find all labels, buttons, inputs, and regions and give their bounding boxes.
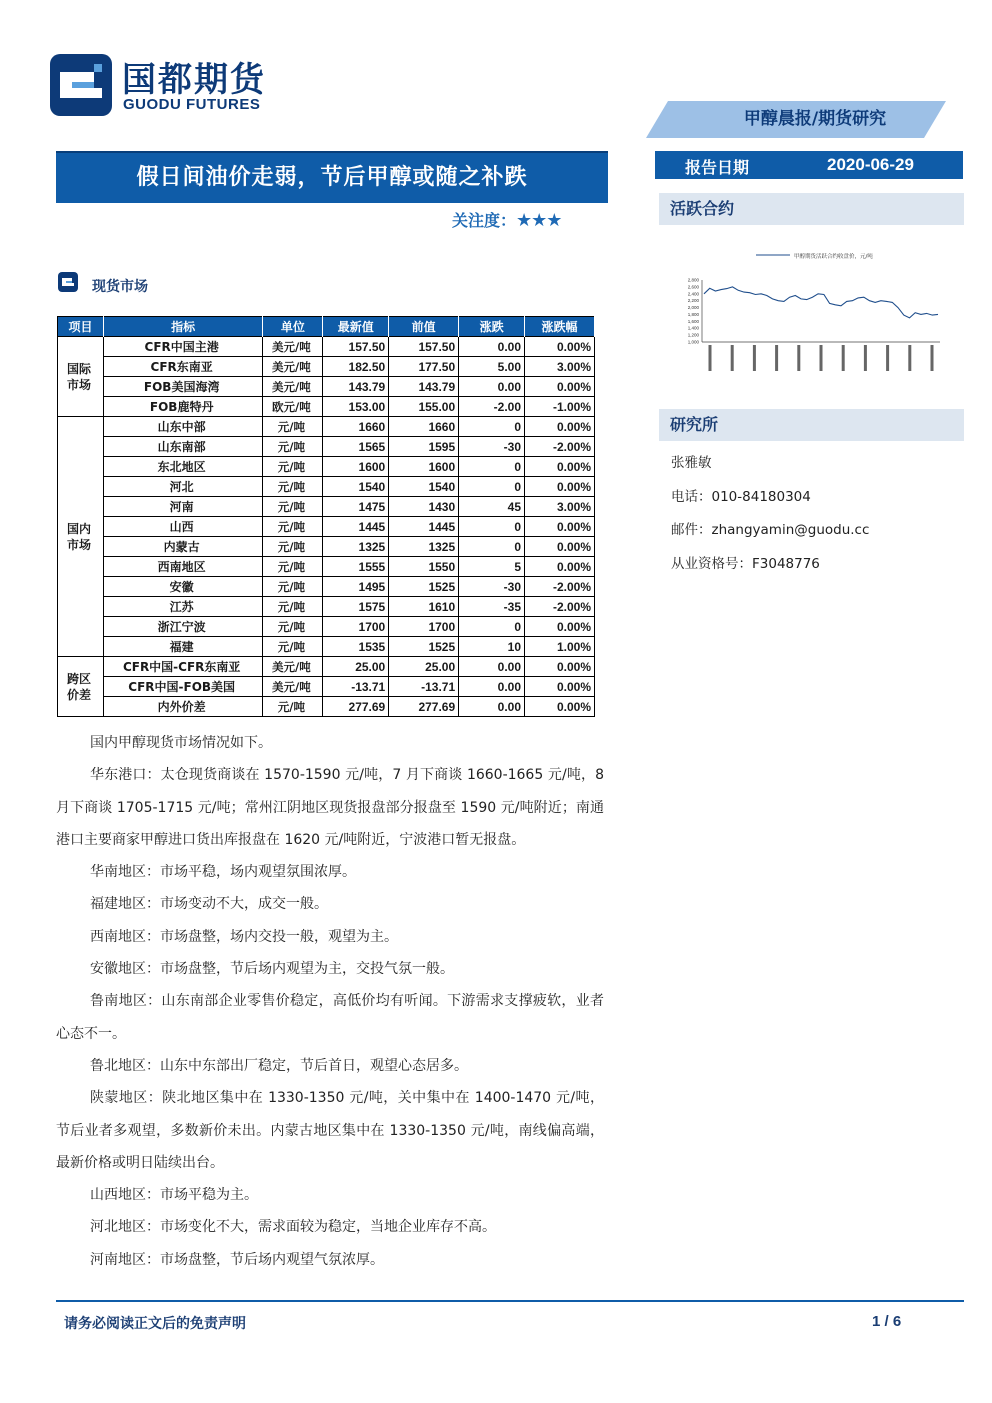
y-tick-label: 2,200 — [687, 298, 699, 304]
cell-latest: 182.50 — [323, 357, 389, 377]
cell-change: 45 — [459, 497, 525, 517]
cell-previous: 1445 — [389, 517, 459, 537]
cell-change-pct: 0.00% — [525, 697, 595, 717]
cell-indicator: 内蒙古 — [103, 537, 263, 557]
y-tick-label: 2,000 — [687, 305, 699, 311]
cell-unit: 元/吨 — [263, 477, 323, 497]
cell-change-pct: 0.00% — [525, 677, 595, 697]
paragraph: 华东港口：太仓现货商谈在 1570-1590 元/吨，7 月下商谈 1660-1665 元/吨，8 月下商谈 1705-1715 元/吨；常州江阴地区现货报盘部分报盘至 1590 元/吨附近；南通港口主要商家甲醇进口货出库报盘在 1620 元/吨附近，宁波港口暂无报盘。 — [56, 767, 604, 848]
x-tick-mark — [908, 345, 911, 371]
cell-latest: 1565 — [323, 437, 389, 457]
cell-indicator: 内外价差 — [103, 697, 263, 717]
cell-change-pct: 0.00% — [525, 617, 595, 637]
section-title: 现货市场 — [92, 279, 148, 295]
y-tick-label: 1,000 — [687, 339, 699, 345]
group-label-line1: 国际 — [66, 361, 91, 376]
cell-latest: 153.00 — [323, 397, 389, 417]
cell-latest: 1535 — [323, 637, 389, 657]
table-row — [58, 697, 595, 717]
x-tick-mark — [753, 345, 756, 371]
x-tick-mark — [775, 345, 778, 371]
star-rating-icon: ★★★ — [516, 210, 562, 231]
cell-change-pct: -2.00% — [525, 597, 595, 617]
cell-change: 0.00 — [459, 337, 525, 357]
y-tick-label: 2,400 — [687, 291, 699, 297]
cell-unit: 美元/吨 — [263, 377, 323, 397]
cell-unit: 美元/吨 — [263, 677, 323, 697]
group-label-line2: 市场 — [66, 537, 91, 552]
cell-unit: 元/吨 — [263, 517, 323, 537]
page-number: 1 / 6 — [872, 1313, 902, 1330]
y-tick-label: 1,200 — [687, 332, 699, 338]
header-change: 涨跌 — [459, 317, 525, 337]
researcher-name: 张雅敏 — [671, 455, 712, 471]
cell-unit: 元/吨 — [263, 637, 323, 657]
active-contract-heading: 活跃合约 — [659, 193, 964, 225]
group-label-line1: 国内 — [66, 521, 91, 536]
cell-previous: 1525 — [389, 637, 459, 657]
cell-change: 0 — [459, 617, 525, 637]
group-label-line2: 市场 — [66, 377, 91, 392]
group-label — [58, 417, 104, 657]
table-row — [58, 497, 595, 517]
table-row — [58, 437, 595, 457]
cell-previous: 1540 — [389, 477, 459, 497]
section-logo-icon — [58, 272, 78, 292]
cell-change-pct: 0.00% — [525, 337, 595, 357]
cell-change: 5.00 — [459, 357, 525, 377]
researcher-license: 从业资格号：F3048776 — [671, 556, 820, 572]
cell-change: 0 — [459, 477, 525, 497]
cell-indicator: FOB鹿特丹 — [103, 397, 263, 417]
header-unit: 单位 — [263, 317, 323, 337]
header-change-pct: 涨跌幅 — [525, 317, 595, 337]
group-label — [58, 337, 104, 417]
cell-latest: 1445 — [323, 517, 389, 537]
header-latest: 最新值 — [323, 317, 389, 337]
paragraph: 安徽地区：市场盘整，节后场内观望为主，交投气氛一般。 — [90, 961, 454, 978]
cell-previous: 1550 — [389, 557, 459, 577]
report-date-bar — [655, 151, 963, 179]
focus-rating — [452, 208, 561, 231]
y-tick-label: 2,600 — [687, 284, 699, 290]
focus-label: 关注度： — [452, 211, 517, 230]
paragraph: 鲁南地区：山东南部企业零售价稳定，高低价均有听闻。下游需求支撑疲软，业者心态不一。 — [56, 993, 604, 1042]
cell-unit: 元/吨 — [263, 557, 323, 577]
cell-latest: 1575 — [323, 597, 389, 617]
cell-previous: 1430 — [389, 497, 459, 517]
cell-unit: 元/吨 — [263, 577, 323, 597]
report-date-label: 报告日期 — [685, 158, 750, 177]
table-row — [58, 597, 595, 617]
report-type-label: 甲醇晨报/期货研究 — [743, 109, 887, 129]
table-row — [58, 397, 595, 417]
cell-previous: 1600 — [389, 457, 459, 477]
logo-mark-icon — [50, 54, 112, 116]
cell-change-pct: 0.00% — [525, 517, 595, 537]
cell-latest: 1540 — [323, 477, 389, 497]
cell-indicator: 山西 — [103, 517, 263, 537]
table-row — [58, 557, 595, 577]
researcher-email[interactable]: 邮件：zhangyamin@guodu.cc — [671, 522, 870, 538]
table-row — [58, 457, 595, 477]
paragraph: 山西地区：市场平稳为主。 — [90, 1187, 258, 1204]
cell-change-pct: 3.00% — [525, 357, 595, 377]
cell-change: -30 — [459, 437, 525, 457]
table-row — [58, 677, 595, 697]
cell-latest: -13.71 — [323, 677, 389, 697]
table-row — [58, 657, 595, 677]
table-row — [58, 617, 595, 637]
cell-unit: 元/吨 — [263, 617, 323, 637]
section-heading — [58, 272, 608, 300]
paragraph: 福建地区：市场变动不大，成交一般。 — [90, 896, 328, 913]
y-tick-label: 1,400 — [687, 325, 699, 331]
paragraph: 鲁北地区：山东中东部出厂稳定，节后首日，观望心态居多。 — [90, 1057, 468, 1074]
cell-change: 10 — [459, 637, 525, 657]
y-tick-label: 1,600 — [687, 318, 699, 324]
title-bar — [56, 151, 608, 203]
cell-latest: 1600 — [323, 457, 389, 477]
group-label — [58, 657, 104, 717]
cell-previous: 25.00 — [389, 657, 459, 677]
cell-latest: 1495 — [323, 577, 389, 597]
table-row — [58, 537, 595, 557]
group-label-line2: 价差 — [66, 687, 91, 702]
cell-indicator: 河北 — [103, 477, 263, 497]
cell-previous: 143.79 — [389, 377, 459, 397]
table-row — [58, 477, 595, 497]
cell-indicator: 江苏 — [103, 597, 263, 617]
cell-previous: 277.69 — [389, 697, 459, 717]
cell-indicator: 山东中部 — [103, 417, 263, 437]
institute-heading: 研究所 — [659, 409, 964, 441]
report-title: 假日间油价走弱，节后甲醇或随之补跌 — [136, 165, 528, 190]
cell-indicator: 河南 — [103, 497, 263, 517]
cell-change: -35 — [459, 597, 525, 617]
table-row — [58, 577, 595, 597]
table-row — [58, 517, 595, 537]
researcher-phone: 电话：010-84180304 — [671, 489, 811, 505]
x-tick-mark — [886, 345, 889, 371]
paragraph: 河北地区：市场变化不大，需求面较为稳定，当地企业库存不高。 — [90, 1219, 496, 1236]
cell-indicator: CFR中国-CFR东南亚 — [103, 657, 263, 677]
series-line — [704, 287, 938, 318]
cell-indicator: 山东南部 — [103, 437, 263, 457]
table-row — [58, 637, 595, 657]
footer-disclaimer[interactable]: 请务必阅读正文后的免责声明 — [64, 1316, 246, 1332]
cell-change: 0.00 — [459, 377, 525, 397]
cell-latest: 1475 — [323, 497, 389, 517]
cell-indicator: CFR中国主港 — [103, 337, 263, 357]
cell-previous: 1700 — [389, 617, 459, 637]
cell-change-pct: 0.00% — [525, 657, 595, 677]
paragraph: 国内甲醇现货市场情况如下。 — [90, 735, 272, 751]
cell-change: 0 — [459, 417, 525, 437]
company-logo — [50, 50, 300, 120]
cell-latest: 1700 — [323, 617, 389, 637]
cell-unit: 元/吨 — [263, 457, 323, 477]
cell-unit: 美元/吨 — [263, 357, 323, 377]
cell-indicator: FOB美国海湾 — [103, 377, 263, 397]
cell-previous: 157.50 — [389, 337, 459, 357]
cell-unit: 元/吨 — [263, 697, 323, 717]
cell-indicator: 东北地区 — [103, 457, 263, 477]
cell-change-pct: 0.00% — [525, 477, 595, 497]
table-row — [58, 417, 595, 437]
x-tick-mark — [842, 345, 845, 371]
header-previous: 前值 — [389, 317, 459, 337]
cell-latest: 143.79 — [323, 377, 389, 397]
cell-previous: 1610 — [389, 597, 459, 617]
cell-change: -30 — [459, 577, 525, 597]
cell-previous: 1595 — [389, 437, 459, 457]
cell-unit: 美元/吨 — [263, 337, 323, 357]
spot-market-table — [57, 316, 595, 717]
cell-unit: 元/吨 — [263, 497, 323, 517]
cell-change-pct: 0.00% — [525, 457, 595, 477]
market-commentary — [56, 727, 604, 1276]
cell-change: 0.00 — [459, 697, 525, 717]
cell-change: -2.00 — [459, 397, 525, 417]
header-indicator: 指标 — [103, 317, 263, 337]
table-header-row — [58, 317, 595, 337]
cell-change: 0 — [459, 457, 525, 477]
cell-previous: 1325 — [389, 537, 459, 557]
cell-previous: 155.00 — [389, 397, 459, 417]
group-label-line1: 跨区 — [66, 671, 91, 686]
cell-previous: 1660 — [389, 417, 459, 437]
logo-cn-text: 国都期货 — [122, 60, 266, 100]
paragraph: 西南地区：市场盘整，场内交投一般，观望为主。 — [90, 928, 398, 945]
cell-change-pct: 0.00% — [525, 537, 595, 557]
cell-unit: 元/吨 — [263, 417, 323, 437]
x-tick-mark — [820, 345, 823, 371]
y-tick-label: 2,800 — [687, 277, 699, 283]
paragraph: 华南地区：市场平稳，场内观望氛围浓厚。 — [90, 864, 356, 881]
x-tick-mark — [931, 345, 934, 371]
cell-change-pct: 0.00% — [525, 377, 595, 397]
active-contract-chart — [662, 242, 952, 398]
cell-unit: 元/吨 — [263, 537, 323, 557]
cell-change-pct: 0.00% — [525, 557, 595, 577]
cell-unit: 元/吨 — [263, 437, 323, 457]
cell-change: 0.00 — [459, 677, 525, 697]
cell-indicator: 福建 — [103, 637, 263, 657]
cell-indicator: CFR中国-FOB美国 — [103, 677, 263, 697]
cell-latest: 25.00 — [323, 657, 389, 677]
logo-en-text: GUODU FUTURES — [123, 96, 261, 113]
chart-legend: 甲醇期货活跃合约收盘价，元/吨 — [794, 254, 873, 260]
cell-previous: -13.71 — [389, 677, 459, 697]
cell-change: 0 — [459, 537, 525, 557]
cell-indicator: 西南地区 — [103, 557, 263, 577]
report-type-banner — [646, 101, 946, 138]
table-row — [58, 377, 595, 397]
cell-change: 5 — [459, 557, 525, 577]
cell-change-pct: 3.00% — [525, 497, 595, 517]
paragraph: 陕蒙地区：陕北地区集中在 1330-1350 元/吨，关中集中在 1400-1470 元/吨，节后业者多观望，多数新价未出。内蒙古地区集中在 1330-1350 元/吨，南线偏高端，最新价格或明日陆续出台。 — [56, 1090, 604, 1171]
cell-latest: 157.50 — [323, 337, 389, 357]
cell-unit: 欧元/吨 — [263, 397, 323, 417]
cell-unit: 元/吨 — [263, 597, 323, 617]
cell-previous: 1525 — [389, 577, 459, 597]
table-row — [58, 337, 595, 357]
cell-latest: 1555 — [323, 557, 389, 577]
cell-change: 0.00 — [459, 657, 525, 677]
cell-change-pct: -1.00% — [525, 397, 595, 417]
cell-unit: 美元/吨 — [263, 657, 323, 677]
report-date-value: 2020-06-29 — [827, 155, 914, 174]
cell-latest: 1325 — [323, 537, 389, 557]
cell-change-pct: -2.00% — [525, 437, 595, 457]
y-tick-label: 1,800 — [687, 311, 699, 317]
cell-indicator: 浙江宁波 — [103, 617, 263, 637]
cell-indicator: CFR东南亚 — [103, 357, 263, 377]
cell-change: 0 — [459, 517, 525, 537]
footer-divider — [56, 1300, 964, 1302]
x-tick-mark — [797, 345, 800, 371]
cell-change-pct: 1.00% — [525, 637, 595, 657]
cell-latest: 277.69 — [323, 697, 389, 717]
cell-indicator: 安徽 — [103, 577, 263, 597]
cell-previous: 177.50 — [389, 357, 459, 377]
x-tick-mark — [709, 345, 712, 371]
cell-change-pct: -2.00% — [525, 577, 595, 597]
table-row — [58, 357, 595, 377]
paragraph: 河南地区：市场盘整，节后场内观望气氛浓厚。 — [90, 1251, 384, 1268]
header-item: 项目 — [58, 317, 104, 337]
x-tick-mark — [731, 345, 734, 371]
cell-latest: 1660 — [323, 417, 389, 437]
x-tick-mark — [864, 345, 867, 371]
cell-change-pct: 0.00% — [525, 417, 595, 437]
